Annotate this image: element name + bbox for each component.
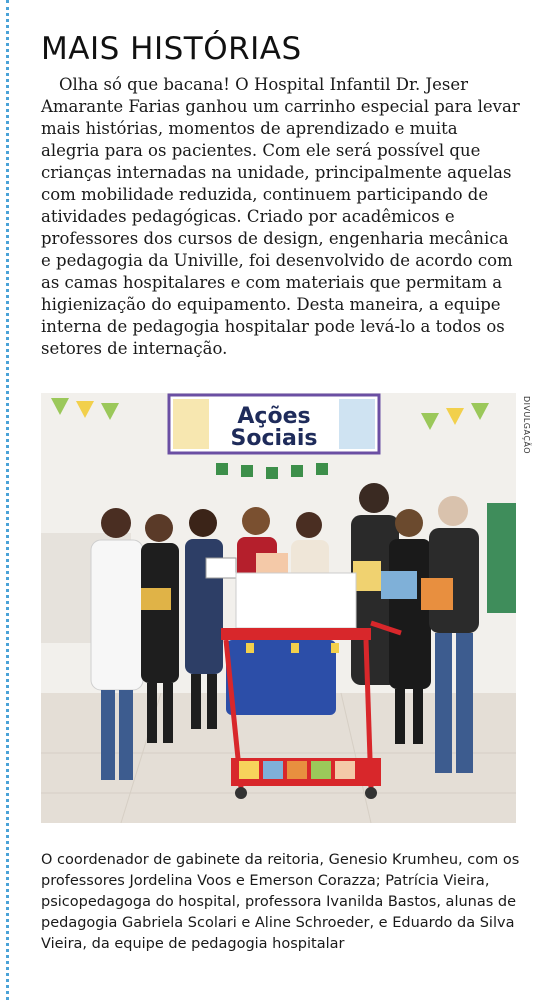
photo-caption: O coordenador de gabinete da reitoria, Genesio Krumheu, com os professores Jordelina Voos e Emerson Corazza; Patrícia Vieira, psicopedagoga do hospital, professora Ivanilda Bastos, alunas de pedagogia Gabriela Scolari e Aline Schroeder, e Eduardo da Silva Vieira, da equipe de pedagogia hospitalar <box>41 852 520 952</box>
article-photo <box>41 393 516 823</box>
photo-sign-line2: Sociais <box>230 426 318 451</box>
photo-credit: DIVULGAÇÃO <box>522 396 531 455</box>
photo-illustration <box>41 393 516 823</box>
article-title: MAIS HISTÓRIAS <box>41 31 302 67</box>
article-body: Olha só que bacana! O Hospital Infantil Dr. Jeser Amarante Farias ganhou um carrinho especial para levar mais histórias, momentos de aprendizado e muita alegria para os pacientes. Com ele será possível que crianças internadas na unidade, principalmente aquelas com mobilidade reduzida, continuem participando de atividades pedagógicas. Criado por acadêmicos e professores dos cursos de design, engenharia mecânica e pedagogia da Univille, foi desenvolvido de acordo com as camas hospitalares e com materiais que permitam a higienização do equipamento. Desta maneira, a equipe interna de pedagogia hospitalar pode levá-lo a todos os setores de internação. <box>41 75 520 358</box>
photo-sign-line1: Ações <box>237 404 311 429</box>
dotted-border <box>6 0 9 1000</box>
